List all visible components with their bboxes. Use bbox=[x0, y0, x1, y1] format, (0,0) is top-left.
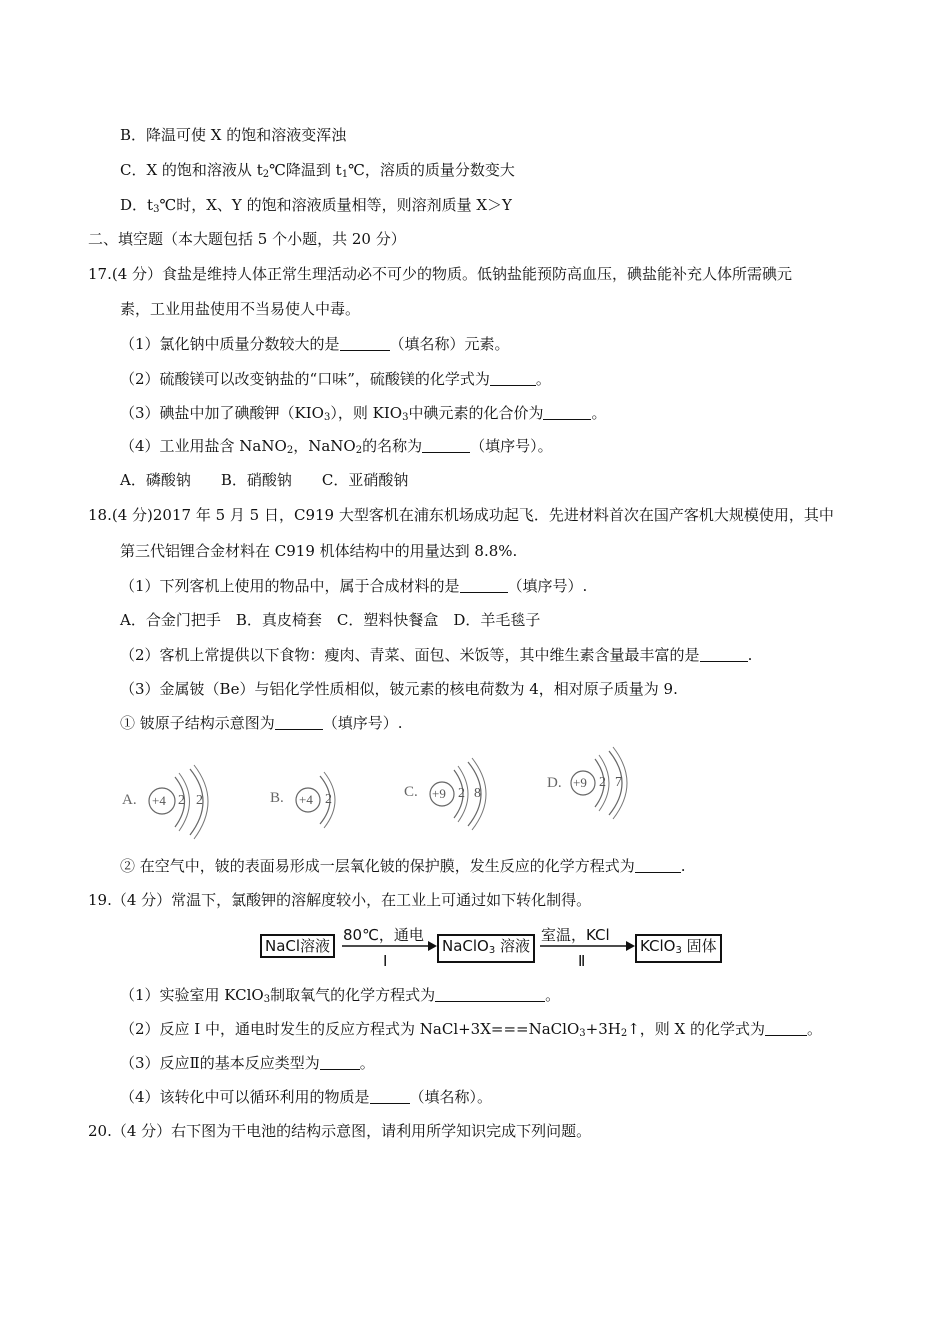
flow-arrow2-step: Ⅱ bbox=[578, 952, 586, 970]
atom-diagram-d: D. +9 2 7 bbox=[545, 745, 655, 825]
flow-box-nacl: NaCl溶液 bbox=[260, 934, 335, 958]
answer-blank[interactable] bbox=[700, 647, 748, 662]
q18-stem-line1: 18.(4 分)2017 年 5 月 5 日，C919 大型客机在浦东机场成功起飞．先进材料首次在国产客机大规模使用，其中 bbox=[88, 506, 834, 524]
atom-diagram-b: B. +4 2 bbox=[268, 758, 348, 838]
q17-stem-line2: 素，工业用盐使用不当易使人中毒。 bbox=[120, 300, 361, 318]
arrow-icon bbox=[342, 940, 438, 952]
flow-arrow2-label: 室温，KCl bbox=[541, 926, 610, 944]
answer-blank[interactable] bbox=[460, 578, 508, 593]
answer-blank[interactable] bbox=[635, 858, 681, 873]
q19-part1: （1）实验室用 KClO$_3$制取氧气的化学方程式为 。 bbox=[120, 986, 561, 1005]
q17-options: A．磷酸钠 B．硝酸钠 C．亚硝酸钠 bbox=[120, 471, 409, 489]
q19-stem: 19.（4 分）常温下，氯酸钾的溶解度较小，在工业上可通过如下转化制得。 bbox=[88, 891, 592, 909]
q16-option-c: C．X 的饱和溶液从 $t_2℃$降温到 $t_1℃$，溶质的质量分数变大 bbox=[120, 161, 515, 180]
arrow-icon bbox=[540, 940, 636, 952]
answer-blank[interactable] bbox=[320, 1055, 360, 1070]
flow-arrow1-step: Ⅰ bbox=[383, 952, 388, 970]
answer-blank[interactable] bbox=[765, 1021, 807, 1036]
flow-box-naclo3: NaClO$_3$ 溶液 bbox=[437, 934, 535, 963]
q19-part4: （4）该转化中可以循环利用的物质是 （填名称）。 bbox=[120, 1088, 493, 1106]
q18-part3-2: ② 在空气中，铍的表面易形成一层氧化铍的保护膜，发生反应的化学方程式为 . bbox=[120, 857, 686, 875]
q16-option-b: B．降温可使 X 的饱和溶液变浑浊 bbox=[120, 126, 347, 144]
q18-options: A．合金门把手 B．真皮椅套 C．塑料快餐盒 D．羊毛毯子 bbox=[120, 611, 541, 629]
q17-part3: （3）碘盐中加了碘酸钾$(KIO_3)$，则 $KIO_3$中碘元素的化合价为 。 bbox=[120, 404, 607, 423]
answer-blank[interactable] bbox=[370, 1089, 410, 1104]
atom-diagram-a: A. +4 2 2 bbox=[120, 755, 230, 840]
q17-part1: （1）氯化钠中质量分数较大的是 （填名称）元素。 bbox=[120, 335, 510, 353]
q20-stem: 20.（4 分）右下图为干电池的结构示意图，请利用所学知识完成下列问题。 bbox=[88, 1122, 592, 1140]
answer-blank[interactable] bbox=[435, 987, 545, 1002]
q19-part3: （3）反应Ⅱ的基本反应类型为 。 bbox=[120, 1054, 375, 1072]
answer-blank[interactable] bbox=[275, 715, 323, 730]
flow-box-kclo3: KClO$_3$ 固体 bbox=[635, 934, 722, 963]
q18-stem-line2: 第三代铝锂合金材料在 C919 机体结构中的用量达到 8.8%. bbox=[120, 542, 518, 560]
q18-part3-1: ① 铍原子结构示意图为 （填序号）. bbox=[120, 714, 403, 732]
answer-blank[interactable] bbox=[490, 371, 536, 386]
q17-part2: （2）硫酸镁可以改变钠盐的“口味”，硫酸镁的化学式为 。 bbox=[120, 370, 551, 388]
q18-part2: （2）客机上常提供以下食物：瘦肉、青菜、面包、米饭等，其中维生素含量最丰富的是 . bbox=[120, 646, 753, 664]
q16-option-d: D．$t_3℃$时，X、Y 的饱和溶液质量相等，则溶剂质量 X＞Y bbox=[120, 196, 512, 215]
answer-blank[interactable] bbox=[543, 405, 591, 420]
q19-part2: （2）反应 I 中，通电时发生的反应方程式为 $NaCl+3X===NaClO_3+3H_2↑$，则 X 的化学式为 。 bbox=[120, 1020, 823, 1039]
flow-arrow1-label: 80℃，通电 bbox=[343, 926, 424, 944]
atom-diagram-c: C. +9 2 8 bbox=[402, 752, 512, 837]
q17-stem-line1: 17.(4 分）食盐是维持人体正常生理活动必不可少的物质。低钠盐能预防高血压，碘盐能补充人体所需碘元 bbox=[88, 265, 793, 283]
section-heading: 二、填空题（本大题包括 5 个小题，共 20 分） bbox=[88, 230, 406, 248]
q17-part4: （4）工业用盐含 NaNO$_2$，NaNO$_2$的名称为 （填序号）。 bbox=[120, 437, 553, 456]
q18-part3: （3）金属铍（Be）与铝化学性质相似，铍元素的核电荷数为 4，相对原子质量为 9. bbox=[120, 680, 678, 698]
answer-blank[interactable] bbox=[340, 336, 390, 351]
q18-part1: （1）下列客机上使用的物品中，属于合成材料的是 （填序号）. bbox=[120, 577, 588, 595]
answer-blank[interactable] bbox=[422, 438, 470, 453]
